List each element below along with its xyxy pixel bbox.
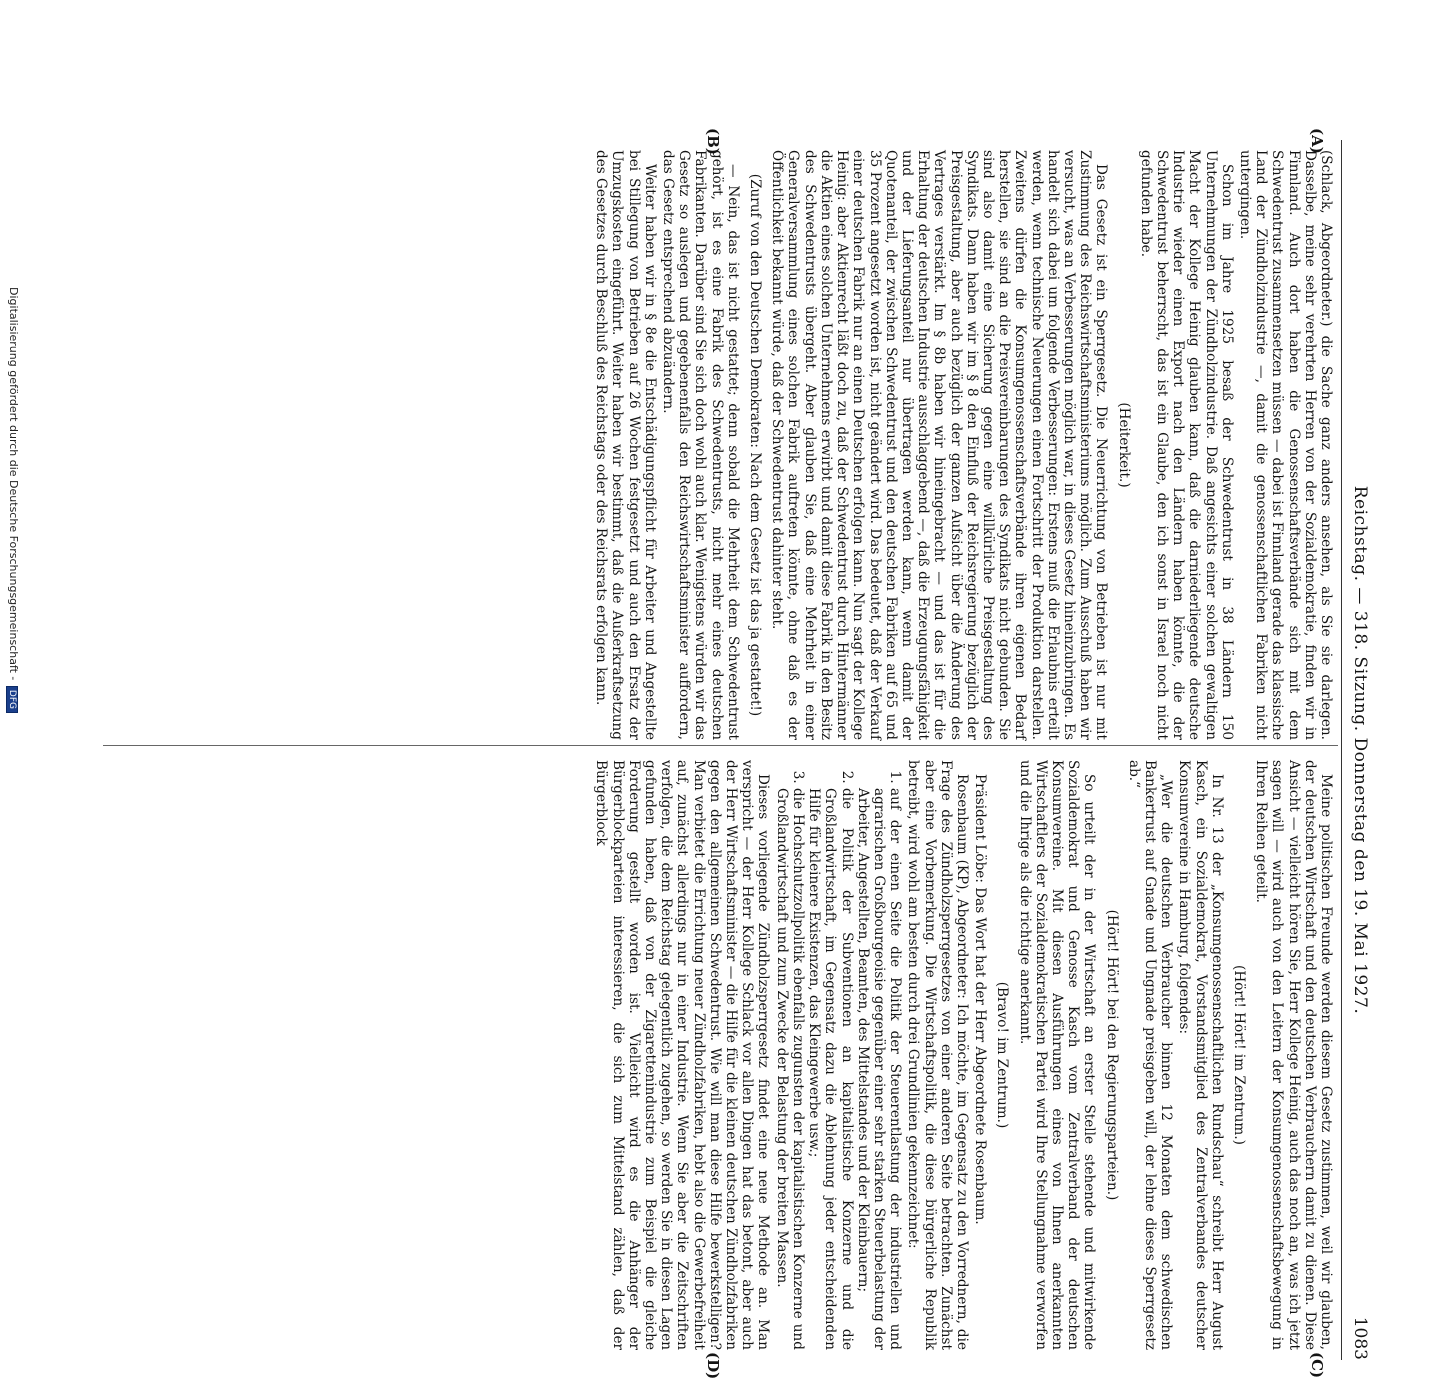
margin-mark-c: (C) [1308, 1352, 1326, 1379]
margin-mark-d: (D) [704, 1352, 722, 1379]
numbered-list [774, 760, 904, 1350]
list-item: 1. auf der einen Seite die Politik der Steuerentlastung der industriellen und agrarischen Großbourgeoisie gegenüber einer sehr starken Steuerbelastung der Arbeiter, Angestellten, Beamten, des Mittelstandes und der Kleinbauern; [855, 788, 904, 1350]
paragraph: Rosenbaum (KP), Abgeordneter: Ich möchte, im Gegensatz zu den Vorrednern, die Frage des Zündholzsperrgesetzes von einer anderen Seite betrachten. Zunächst aber eine Vorbemerkung. Die Wirtschaftspolitik, die diese bürgerliche Republik betreibt, wird wohl am besten durch drei Grundlinien gekennzeichnet: [905, 760, 970, 1350]
digitization-credit [6, 0, 20, 1000]
margin-mark-b: (B) [704, 128, 722, 155]
running-title: Reichstag. — 318. Sitzung. Donnerstag den 19. Mai 1927. [1350, 485, 1370, 1015]
interjection: (Hört! Hört! im Zentrum.) [1230, 965, 1247, 1145]
paragraph: Schon im Jahre 1925 besaß der Schwedentrust in 38 Ländern 150 Unternehmungen der Zündholzindustrie. Daß angesichts einer solchen gewaltigen Macht der Kollege Heinig glauben kann, daß die darniederliegende deutsche Industrie wieder einen Export nach den Ländern haben könnte, die der Schwedentrust beherrscht, das ist ein Glaube, den ich sonst in Israel noch nicht gefunden habe. [1137, 150, 1235, 740]
paragraph: Präsident Löbe: Das Wort hat der Herr Abgeordnete Rosenbaum. [972, 774, 989, 1225]
header-rule [1341, 140, 1342, 1360]
paragraph: (Schlack, Abgeordneter.) die Sache ganz anders ansehen, als Sie sie darlegen. Dasselbe, meine sehr verehrten Herren von der Sozialdemokratie, finden wir in Finnland. Auch dort haben die Genossenschaftsverbände sich mit dem Schwedentrust zusammensetzen müssen — dabei ist Finnland gerade das klassische Land der Zündholzindustrie —, damit die genossenschaftlichen Fabriken nicht untergingen. [1236, 150, 1334, 740]
left-column [591, 150, 1334, 740]
dfg-logo: DFG [6, 686, 18, 713]
interjection: (Heiterkeit.) [1115, 402, 1132, 488]
list-item: 2. die Politik der Subventionen an kapitalistische Konzerne und die Großlandwirtschaft, im Gegensatz dazu die Ablehnung jeder entscheidenden Hilfe für kleinere Existenzen, das Kleingewerbe usw.; [806, 788, 855, 1350]
paragraph: — Nein, das ist nicht gestattet; denn sobald die Mehrheit dem Schwedentrust gehört, ist es eine Fabrik des Schwedentrusts, nicht mehr eines deutschen Fabrikanten. Darüber sind Sie sich doch wohl auch klar. Wenigstens würden wir das Gesetz so auslegen und gegebenenfalls den Reichswirtschaftsminister auffordern, das Gesetz entsprechend abzuändern. [660, 150, 741, 740]
paragraph: Weiter haben wir in § 8e die Entschädigungspflicht für Arbeiter und Angestellte bei Stillegung von Betrieben auf 26 Wochen festgesetzt und auch den Ersatz der Umzugskosten eingeführt. Weiter haben wir bestimmt, daß die Außerkraftsetzung des Gesetzes durch Beschluß des Reichstags oder des Reichsrats erfolgen kann. [593, 150, 658, 740]
right-column [591, 760, 1334, 1350]
interjection: (Zuruf von den Deutschen Demokraten: Nach dem Gesetz ist das ja gestattet!) [747, 173, 764, 717]
page-header [1342, 140, 1370, 1360]
interjection: (Bravo! im Zentrum.) [994, 981, 1011, 1129]
paragraph: So urteilt der in der Wirtschaft an erster Stelle stehende und mitwirkende Sozialdemokrat und Genosse Kasch vom Zentralverband der deutschen Konsumvereine. Mit diesen Ausführungen eines von Ihnen anerkannten Wirtschaftlers der Sozialdemokratischen Partei wird Ihre Stellungnahme verworfen und die Ihrige als die richtige anerkannt. [1016, 760, 1098, 1350]
interjection: (Hört! Hört! bei den Regierungsparteien.) [1103, 909, 1120, 1201]
paragraph: In Nr. 13 der „Konsumgenossenschaftlichen Rundschau“ schreibt Herr August Kasch, ein Sozialdemokrat, Vorstandsmitglied des Zentralverbandes deutscher Konsumvereine in Hamburg, folgendes: [1176, 760, 1225, 1350]
quotation: „Wer die deutschen Verbraucher binnen 12 Monaten dem schwedischen Bankertrust auf Gnade und Ungnade preisgeben will, der lehne dieses Sperrgesetz ab.“ [1125, 760, 1175, 1350]
paragraph: Meine politischen Freunde werden diesem Gesetz zustimmen, weil wir glauben, der deutschen Wirtschaft und den deutschen Verbrauchern damit zu dienen. Diese Ansicht — vielleicht hören Sie, Herr Kollege Heinig, auch das noch an, was ich jetzt sagen will — wird auch von den Leitern der Konsumgenossenschaftsbewegung in Ihren Reihen geteilt. [1253, 760, 1334, 1350]
paragraph: Das Gesetz ist ein Sperrgesetz. Die Neuerrichtung von Betrieben ist nur mit Zustimmung des Reichswirtschaftsministeriums möglich. Zum Ausschuß haben wir versucht, was an Verbesserungen möglich war, in dieses Gesetz hineinzubringen. Es handelt sich dabei um folgende Verbesserungen: Erstens muß die Erlaubnis erteilt werden, wenn technische Neuerungen einen Fortschritt der Produktion darstellen. Zweitens dürfen die Konsumgenossenschaftsverbände ihren eigenen Bedarf herstellen, sie sind an die Preisvereinbarungen des Syndikats nicht gebunden. Sie sind also damit eine Sicherung gegen eine willkürliche Preisgestaltung des Syndikats. Dann haben wir im § 8 den Einfluß der Reichsregierung bezüglich der Preisgestaltung, aber auch bezüglich der ganzen Aufsicht über die Änderung des Vertrages verstärkt. Im § 8b haben wir hineingebracht — und das ist für die Erhaltung der deutschen Industrie ausschlaggebend —, daß die Erzeugungsfähigkeit und der Lieferungsanteil nur übertragen werden kann, wenn damit der Quotenanteil, der zwischen Schwedentrust und den deutschen Fabriken auf 65 und 35 Prozent angesetzt worden ist, nicht geändert wird. Das bedeutet, daß der Verkauf einer deutschen Fabrik nur an einen Deutschen erfolgen kann. Nun sagt der Kollege Heinig: aber Aktienrecht läßt doch zu, daß der Schwedentrust durch Hintermänner die Aktien eines solchen Unternehmens erwirbt und damit diese Fabrik in den Besitz des Schwedentrusts übergeht. Aber glauben Sie, daß eine Mehrheit in einer Generalversammlung eines solchen Fabrik auftreten könnte, ohne daß es der Öffentlichkeit bekannt würde, daß der Schwedentrust dahinter steht. [769, 150, 1110, 740]
paragraph: Dieses vorliegende Zündholzsperrgesetz findet eine neue Methode an. Man verspricht — der Herr Kollege Schlack vor allen Dingen hat das betont, aber auch der Herr Wirtschaftsminister — die Hilfe für die kleinen deutschen Zündholzfabriken gegen den allgemeinen Schwedentrust. Wie will man diese Hilfe bewerkstelligen? Man verbietet die Errichtung neuer Zündholzfabriken, hebt also die Gewerbefreiheit auf, zunächst allerdings nur in einer Industrie. Wenn Sie aber die Zeitschriften verfolgen, die dem Reichstag gelegentlich zugehen, so werden Sie in diesen Lagen gefunden haben, daß von der Zigarettenindustrie zum Beispiel die gleiche Forderung gestellt worden ist. Vielleicht wird es die Anhänger der Bürgerblockparteien interessieren, die sich zum Mittelstand zählen, daß der Bürgerblock [593, 760, 772, 1350]
margin-mark-a: (A) [1308, 128, 1326, 154]
credit-text: Digitalisierung gefördert durch die Deutsche Forschungsgemeinschaft - [7, 287, 20, 681]
list-item: 3. die Hochschutzzollpolitik ebenfalls zugunsten der kapitalistischen Konzerne und Großlandwirtschaft und zum Zwecke der Belastung der breiten Massen. [774, 788, 806, 1350]
column-separator [103, 745, 1338, 746]
page-number: 1083 [1350, 1316, 1370, 1360]
